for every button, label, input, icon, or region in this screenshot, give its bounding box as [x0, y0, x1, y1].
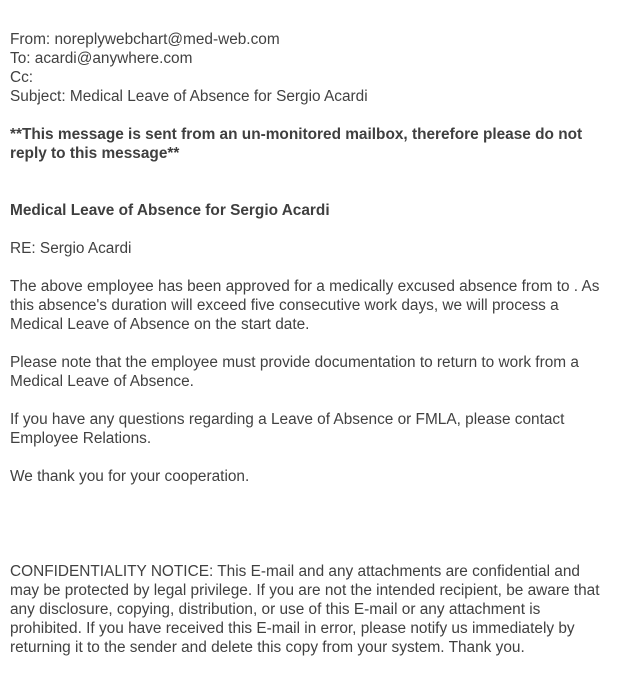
email-title: Medical Leave of Absence for Sergio Acardi [10, 202, 330, 219]
header-from: From: noreplywebchart@med-web.com [10, 31, 280, 48]
re-line: RE: Sergio Acardi [10, 240, 132, 257]
header-subject: Subject: Medical Leave of Absence for Sergio Acardi [10, 88, 368, 105]
confidentiality-notice: CONFIDENTIALITY NOTICE: This E-mail and any attachments are confidential and may be protected by legal privilege. If you are not the intended recipient, be aware that any disclosure, copying, distribution, or use of this E-mail or any attachment is prohibited. If you have received this E-mail in error, please notify us immediately by returning it to the sender and delete this copy from your system. Thank you. [10, 563, 600, 656]
body-paragraph-approval: The above employee has been approved for a medically excused absence from to . As this absence's duration will exceed five consecutive work days, we will process a Medical Leave of Absence on the start date. [10, 278, 600, 333]
body-paragraph-thanks: We thank you for your cooperation. [10, 468, 250, 485]
body-paragraph-questions: If you have any questions regarding a Leave of Absence or FMLA, please contact Employee Relations. [10, 411, 565, 447]
header-to: To: acardi@anywhere.com [10, 50, 193, 67]
header-cc: Cc: [10, 69, 34, 86]
email-header-block [10, 30, 610, 106]
unmonitored-mailbox-notice: **This message is sent from an un-monitored mailbox, therefore please do not reply to this message** [10, 126, 583, 162]
body-paragraph-documentation: Please note that the employee must provide documentation to return to work from a Medical Leave of Absence. [10, 354, 579, 390]
